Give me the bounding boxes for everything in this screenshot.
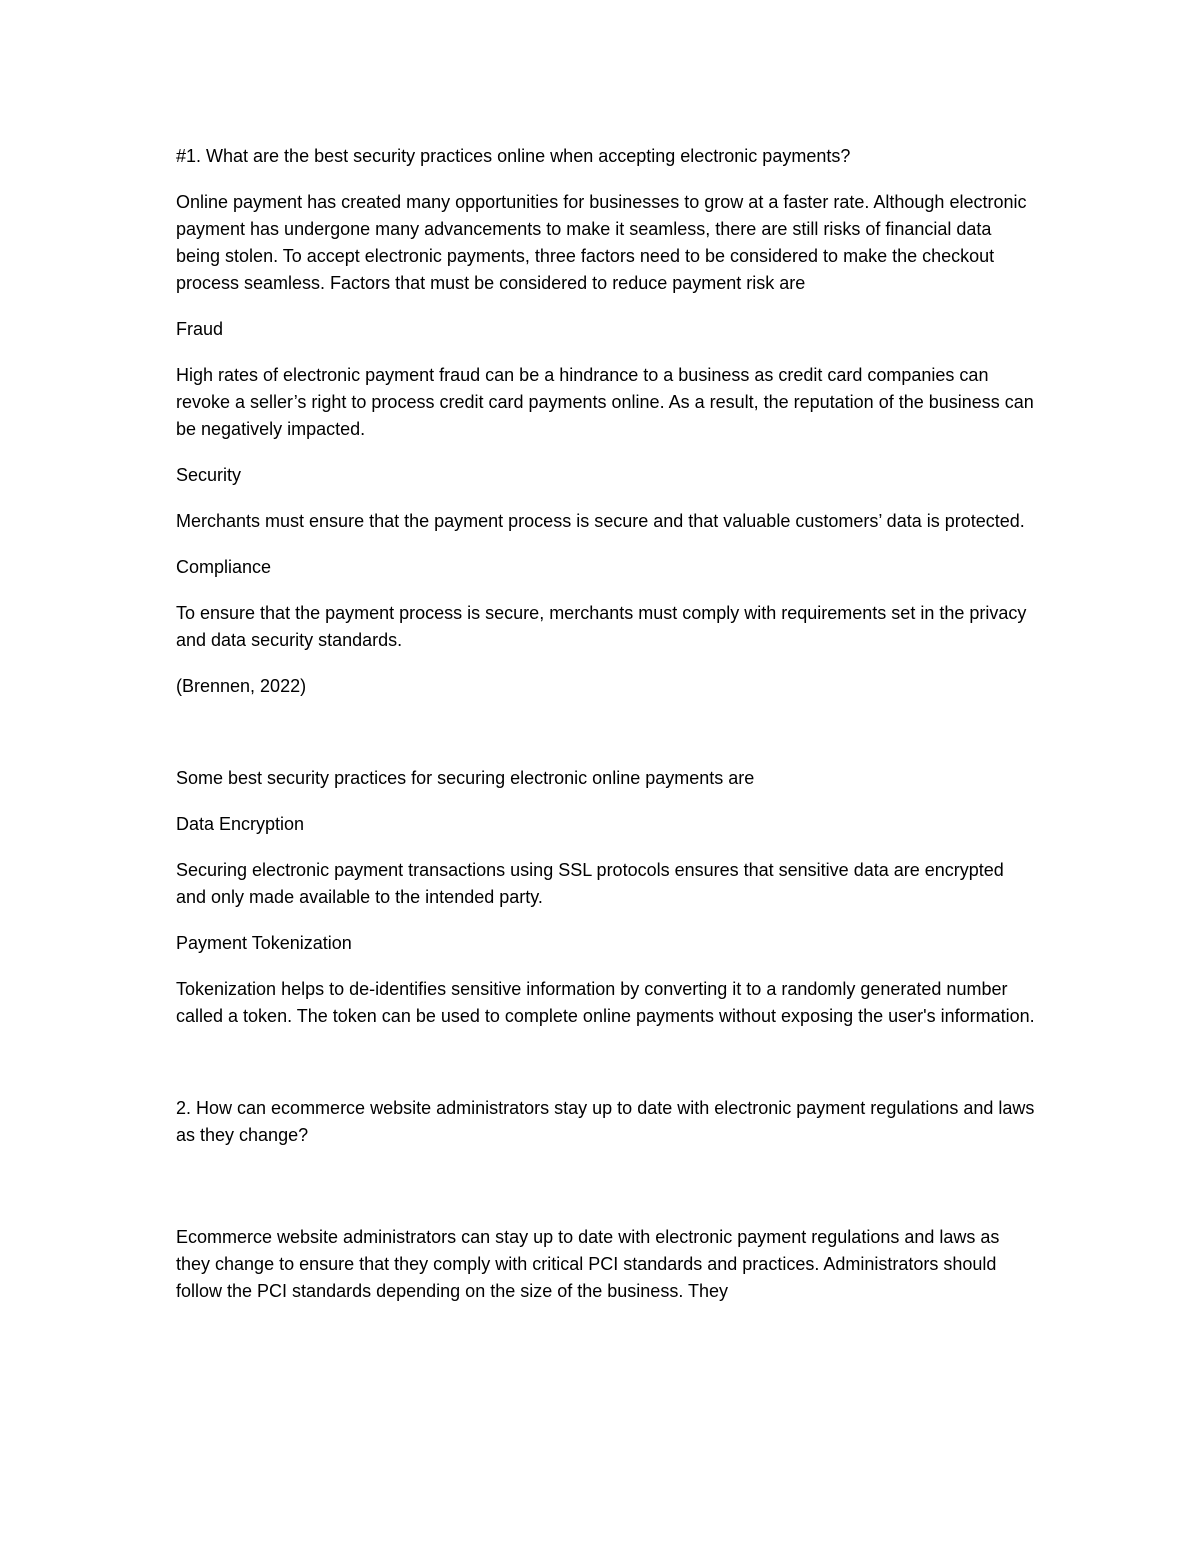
document-body (176, 143, 1036, 1324)
factor-title-security: Security (176, 465, 242, 485)
question-2-answer: Ecommerce website administrators can stay up to date with electronic payment regulations and laws as they change to ensure that they comply with critical PCI standards and practices. Administrators should follow the PCI standards depending on the size of the business. They (176, 1227, 1000, 1301)
spacer (176, 1049, 1036, 1095)
question-1-heading: #1. What are the best security practices online when accepting electronic payments? (176, 146, 851, 166)
question-2-heading: 2. How can ecommerce website administrators stay up to date with electronic payment regulations and laws as they change? (176, 1098, 1035, 1145)
practice-title-tokenization: Payment Tokenization (176, 933, 352, 953)
spacer (176, 719, 1036, 765)
practice-title-encryption: Data Encryption (176, 814, 305, 834)
factor-text-security: Merchants must ensure that the payment process is secure and that valuable customers’ data is protected. (176, 511, 1025, 531)
question-1-intro: Online payment has created many opportunities for businesses to grow at a faster rate. Although electronic payment has undergone many advancements to make it seamless, there are still risks of financial data being stolen. To accept electronic payments, three factors need to be considered to make the checkout process seamless. Factors that must be considered to reduce payment risk are (176, 192, 1027, 293)
practice-text-tokenization: Tokenization helps to de-identifies sensitive information by converting it to a randomly generated number called a token. The token can be used to complete online payments without exposing the user's information. (176, 979, 1035, 1026)
practice-text-encryption: Securing electronic payment transactions using SSL protocols ensures that sensitive data are encrypted and only made available to the intended party. (176, 860, 1004, 907)
factor-title-fraud: Fraud (176, 319, 224, 339)
factor-text-fraud: High rates of electronic payment fraud can be a hindrance to a business as credit card companies can revoke a seller’s right to process credit card payments online. As a result, the reputation of the business can be negatively impacted. (176, 365, 1034, 439)
factor-title-compliance: Compliance (176, 557, 272, 577)
practices-intro: Some best security practices for securing electronic online payments are (176, 768, 755, 788)
spacer (176, 1168, 1036, 1224)
factor-text-compliance: To ensure that the payment process is secure, merchants must comply with requirements set in the privacy and data security standards. (176, 603, 1027, 650)
citation: (Brennen, 2022) (176, 676, 307, 696)
